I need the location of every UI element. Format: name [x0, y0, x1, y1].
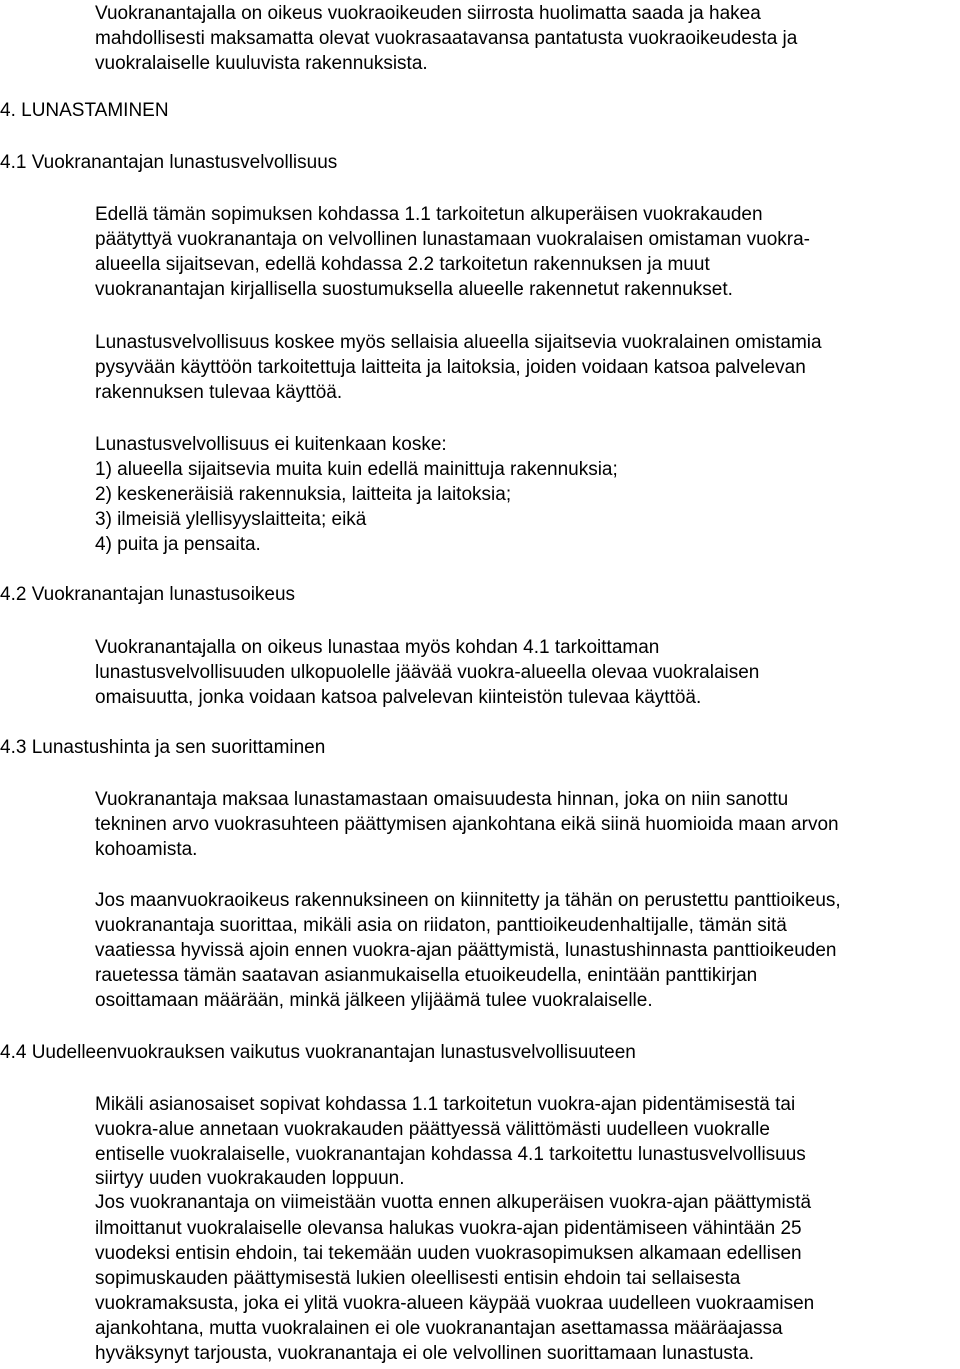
text-line: vuokranantaja suorittaa, mikäli asia on riidaton, panttioikeudenhaltijalle, tämän sitä: [95, 915, 787, 936]
text-line: kohoamista.: [95, 839, 198, 860]
text-line: sopimuskauden päättymisestä lukien oleellisesti entisin ehdoin tai sellaisesta: [95, 1268, 741, 1289]
text-line: pysyvään käyttöön tarkoitettuja laitteita ja laitoksia, joiden voidaan katsoa palvelevan: [95, 357, 806, 378]
text-line: vuokra-alue annetaan vuokrakauden päättyessä välittömästi uudelleen vuokralle: [95, 1119, 770, 1140]
text-line: vuokralaiselle kuuluvista rakennuksista.: [95, 53, 428, 74]
text-line: Vuokranantajalla on oikeus lunastaa myös kohdan 4.1 tarkoittaman: [95, 637, 660, 658]
text-line: mahdollisesti maksamatta olevat vuokrasaatavansa pantatusta vuokraoikeudesta ja: [95, 28, 798, 49]
text-line: hyväksynyt tarjousta, vuokranantaja ei ole velvollinen suorittamaan lunastusta.: [95, 1343, 755, 1364]
subsection-heading: 4.3 Lunastushinta ja sen suorittaminen: [0, 737, 326, 758]
subsection-heading: 4.2 Vuokranantajan lunastusoikeus: [0, 584, 296, 605]
text-line: Edellä tämän sopimuksen kohdassa 1.1 tarkoitetun alkuperäisen vuokrakauden: [95, 204, 763, 225]
text-line: päätyttyä vuokranantaja on velvollinen lunastamaan vuokralaisen omistaman vuokra-: [95, 229, 811, 250]
subsection-heading: 4.4 Uudelleenvuokrauksen vaikutus vuokranantajan lunastusvelvollisuuteen: [0, 1042, 636, 1063]
text-line: siirtyy uuden vuokrakauden loppuun.: [95, 1168, 405, 1189]
text-line: vaatiessa hyvissä ajoin ennen vuokra-ajan päättymistä, lunastushinnasta panttioikeuden: [95, 940, 837, 961]
list-intro: Lunastusvelvollisuus ei kuitenkaan koske:: [95, 434, 447, 455]
list-item: 2) keskeneräisiä rakennuksia, laitteita ja laitoksia;: [95, 484, 512, 505]
text-line: entiselle vuokralaiselle, vuokranantajan kohdassa 4.1 tarkoitettu lunastusvelvollisuus: [95, 1144, 806, 1165]
text-line: tekninen arvo vuokrasuhteen päättymisen ajankohtana eikä siinä huomioida maan arvon: [95, 814, 839, 835]
text-line: ajankohtana, mutta vuokralainen ei ole vuokranantajan asettamassa määräajassa: [95, 1318, 783, 1339]
subsection-heading: 4.1 Vuokranantajan lunastusvelvollisuus: [0, 152, 338, 173]
list-item: 3) ilmeisiä ylellisyyslaitteita; eikä: [95, 509, 367, 530]
text-line: lunastusvelvollisuuden ulkopuolelle jäävää vuokra-alueella olevaa vuokralaisen: [95, 662, 760, 683]
text-line: omaisuutta, jonka voidaan katsoa palvelevan kiinteistön tulevaa käyttöä.: [95, 687, 702, 708]
text-line: Mikäli asianosaiset sopivat kohdassa 1.1 tarkoitetun vuokra-ajan pidentämisestä tai: [95, 1094, 796, 1115]
section-heading-4: 4. LUNASTAMINEN: [0, 100, 169, 121]
text-line: Lunastusvelvollisuus koskee myös sellaisia alueella sijaitsevia vuokralainen omistamia: [95, 332, 822, 353]
text-line: Vuokranantajalla on oikeus vuokraoikeuden siirrosta huolimatta saada ja hakea: [95, 3, 761, 24]
list-item: 1) alueella sijaitsevia muita kuin edellä mainittuja rakennuksia;: [95, 459, 618, 480]
text-line: vuokramaksusta, joka ei ylitä vuokra-alueen käypää vuokraa uudelleen vuokraamisen: [95, 1293, 815, 1314]
text-line: Vuokranantaja maksaa lunastamastaan omaisuudesta hinnan, joka on niin sanottu: [95, 789, 789, 810]
text-line: rauetessa tämän saatavan asianmukaisella etuoikeudella, enintään panttikirjan: [95, 965, 758, 986]
text-line: Jos maanvuokraoikeus rakennuksineen on kiinnitetty ja tähän on perustettu panttioikeus,: [95, 890, 841, 911]
text-line: vuodeksi entisin ehdoin, tai tekemään uuden vuokrasopimuksen alkamaan edellisen: [95, 1243, 802, 1264]
text-line: ilmoittanut vuokralaiselle olevansa halukas vuokra-ajan pidentämiseen vähintään 25: [95, 1218, 802, 1239]
text-line: rakennuksen tulevaa käyttöä.: [95, 382, 343, 403]
text-line: Jos vuokranantaja on viimeistään vuotta ennen alkuperäisen vuokra-ajan päättymistä: [95, 1192, 812, 1213]
text-line: vuokranantajan kirjallisella suostumuksella alueelle rakennetut rakennukset.: [95, 279, 733, 300]
text-line: alueella sijaitsevan, edellä kohdassa 2.2 tarkoitetun rakennuksen ja muut: [95, 254, 710, 275]
list-item: 4) puita ja pensaita.: [95, 534, 261, 555]
text-line: osoittamaan määrään, minkä jälkeen ylijäämä tulee vuokralaiselle.: [95, 990, 653, 1011]
